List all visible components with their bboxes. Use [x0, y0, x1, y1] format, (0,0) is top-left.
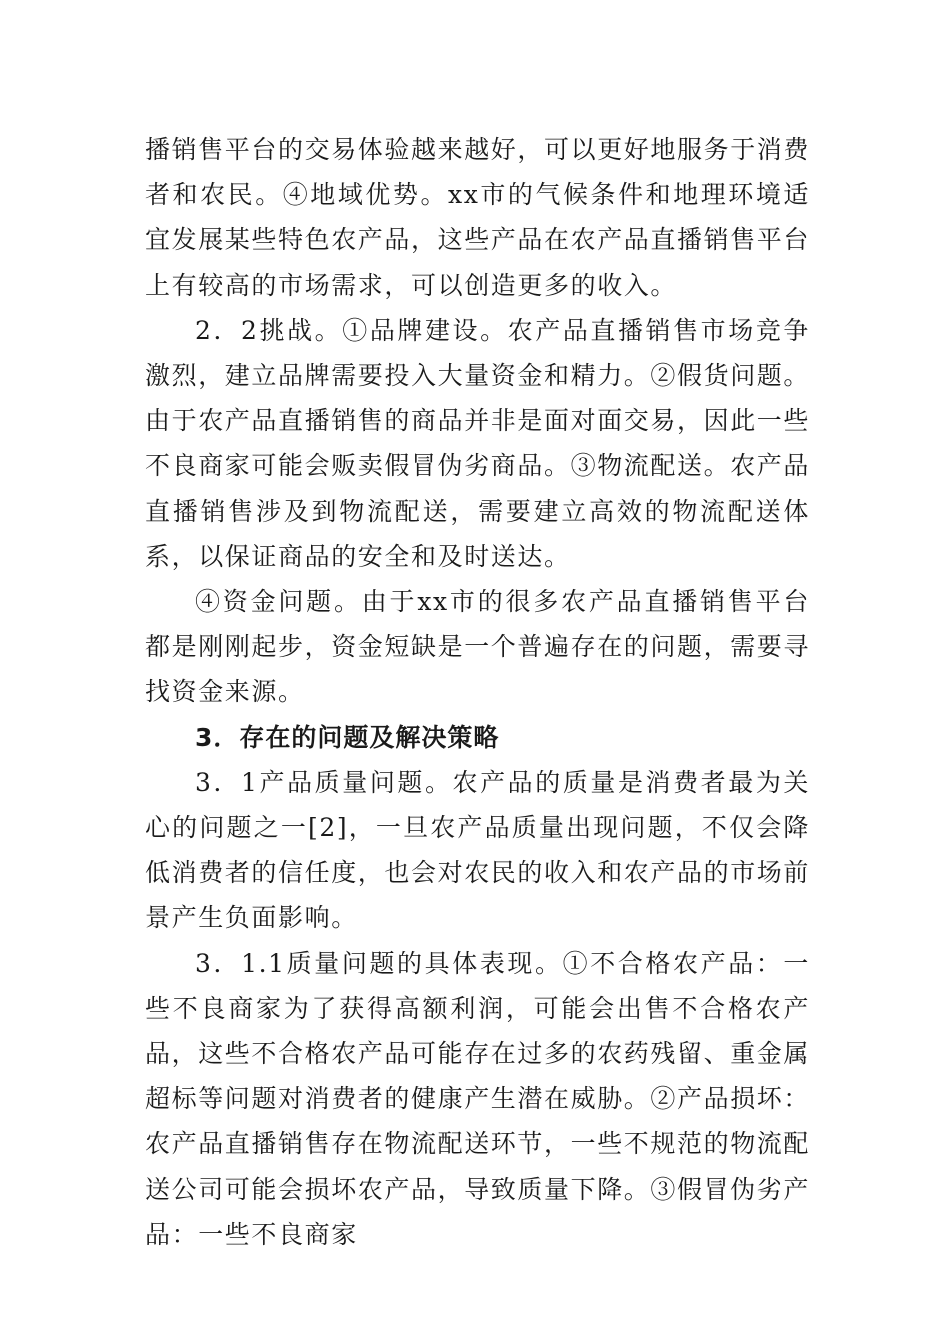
- section-heading: 3．存在的问题及解决策略: [195, 722, 500, 752]
- paragraph-continuation: 播销售平台的交易体验越来越好，可以更好地服务于消费者和农民。④地域优势。xx市的气候条件和地理环境适宜发展某些特色农产品，这些产品在农产品直播销售平台上有较高的市场需求，可以创造更多的收入。: [145, 135, 811, 300]
- paragraph-quality: 3．1产品质量问题。农产品的质量是消费者最为关心的问题之一[2]，一旦农产品质量出现问题，不仅会降低消费者的信任度，也会对农民的收入和农产品的市场前景产生负面影响。: [145, 767, 811, 933]
- paragraph-quality-details: 3．1.1质量问题的具体表现。①不合格农产品：一些不良商家为了获得高额利润，可能会出售不合格农产品，这些不合格农产品可能存在过多的农药残留、重金属超标等问题对消费者的健康产生潜在威胁。②产品损坏：农产品直播销售存在物流配送环节，一些不规范的物流配送公司可能会损坏农产品，导致质量下降。③假冒伪劣产品：一些不良商家: [145, 948, 811, 1249]
- paragraph-challenges: 2．2挑战。①品牌建设。农产品直播销售市场竞争激烈，建立品牌需要投入大量资金和精力。②假货问题。由于农产品直播销售的商品并非是面对面交易，因此一些不良商家可能会贩卖假冒伪劣商品。③物流配送。农产品直播销售涉及到物流配送，需要建立高效的物流配送体系，以保证商品的安全和及时送达。: [145, 315, 811, 571]
- body-text: [145, 127, 810, 1257]
- paragraph-funding: ④资金问题。由于xx市的很多农产品直播销售平台都是刚刚起步，资金短缺是一个普遍存在的问题，需要寻找资金来源。: [145, 587, 811, 707]
